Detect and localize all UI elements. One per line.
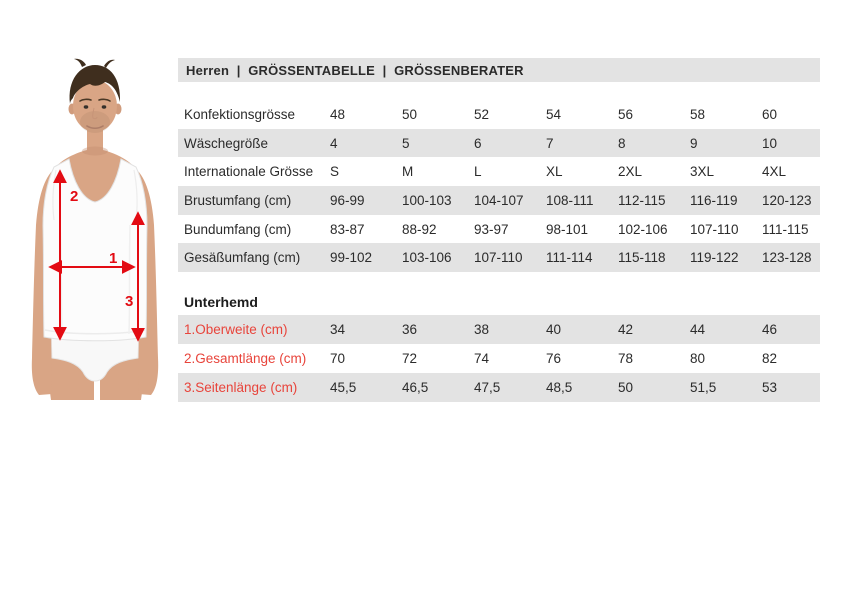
- cell-value: 46: [762, 322, 778, 338]
- beard-shadow: [80, 111, 110, 133]
- product-section-title: Unterhemd: [184, 294, 258, 311]
- row-label: Wäschegröße: [184, 135, 269, 151]
- cell-value: 107-110: [474, 250, 523, 266]
- cell-value: 111-114: [546, 250, 593, 266]
- cell-value: 111-115: [762, 221, 809, 237]
- hair-strand-left: [74, 59, 86, 67]
- eye-left: [84, 105, 89, 108]
- product-measure-rows: [178, 315, 820, 402]
- cell-value: 48: [330, 106, 346, 122]
- cell-value: 115-118: [618, 250, 666, 266]
- neck-shadow: [82, 147, 108, 156]
- table-row: [178, 243, 820, 272]
- table-row: [178, 373, 820, 402]
- row-label: Internationale Grösse: [184, 164, 314, 180]
- cell-value: M: [402, 164, 414, 180]
- row-label: Brustumfang (cm): [184, 192, 292, 208]
- table-row: [178, 215, 820, 244]
- cell-value: 78: [618, 351, 634, 367]
- cell-value: 72: [402, 351, 418, 367]
- cell-value: 98-101: [546, 221, 589, 237]
- table-row: [178, 100, 820, 129]
- arrow-label-2: 2: [70, 188, 79, 205]
- table-header-title: Herren | GRÖSSENTABELLE | GRÖSSENBERATER: [186, 62, 524, 78]
- man-head: [69, 59, 122, 133]
- hair-strand-right: [104, 60, 115, 68]
- cell-value: 56: [618, 106, 634, 122]
- cell-value: 2XL: [618, 164, 643, 180]
- cell-value: 60: [762, 106, 778, 122]
- table-row: [178, 129, 820, 158]
- table-row: [178, 315, 820, 344]
- cell-value: 51,5: [690, 380, 717, 396]
- row-label: Gesäßumfang (cm): [184, 250, 301, 266]
- cell-value: 9: [690, 135, 698, 151]
- cell-value: 107-110: [690, 221, 739, 237]
- cell-value: 74: [474, 351, 490, 367]
- cell-value: 40: [546, 322, 562, 338]
- cell-value: 42: [618, 322, 634, 338]
- cell-value: 100-103: [402, 192, 452, 208]
- cell-value: 34: [330, 322, 346, 338]
- cell-value: XL: [546, 164, 563, 180]
- row-label: 1.Oberweite (cm): [184, 322, 288, 338]
- row-label: 2.Gesamtlänge (cm): [184, 351, 307, 367]
- cell-value: 104-107: [474, 192, 524, 208]
- arrow-label-3: 3: [125, 293, 134, 310]
- tank-top-wrinkle-right: [129, 225, 130, 334]
- man-figure: [32, 59, 158, 400]
- table-row: [178, 157, 820, 186]
- cell-value: 112-115: [618, 192, 666, 208]
- table-header-band: [178, 58, 820, 82]
- cell-value: 50: [402, 106, 418, 122]
- cell-value: 76: [546, 351, 562, 367]
- cell-value: 116-119: [690, 192, 738, 208]
- cell-value: 4: [330, 135, 338, 151]
- general-size-rows: [178, 100, 820, 272]
- table-row: [178, 186, 820, 215]
- row-label: 3.Seitenlänge (cm): [184, 380, 298, 396]
- row-label: Konfektionsgrösse: [184, 106, 296, 122]
- cell-value: 88-92: [402, 221, 437, 237]
- cell-value: 82: [762, 351, 778, 367]
- cell-value: 58: [690, 106, 706, 122]
- cell-value: 8: [618, 135, 626, 151]
- cell-value: 38: [474, 322, 490, 338]
- cell-value: 6: [474, 135, 482, 151]
- arrow-label-1: 1: [109, 250, 118, 267]
- cell-value: 50: [618, 380, 634, 396]
- table-row: [178, 344, 820, 373]
- cell-value: 44: [690, 322, 706, 338]
- cell-value: 96-99: [330, 192, 365, 208]
- cell-value: 46,5: [402, 380, 429, 396]
- cell-value: 123-128: [762, 250, 812, 266]
- cell-value: S: [330, 164, 340, 180]
- cell-value: 102-106: [618, 221, 668, 237]
- cell-value: 93-97: [474, 221, 509, 237]
- cell-value: 45,5: [330, 380, 357, 396]
- row-label: Bundumfang (cm): [184, 221, 292, 237]
- cell-value: 83-87: [330, 221, 365, 237]
- eye-right: [102, 105, 107, 108]
- cell-value: 53: [762, 380, 778, 396]
- cell-value: 103-106: [402, 250, 452, 266]
- cell-value: 108-111: [546, 192, 594, 208]
- cell-value: 99-102: [330, 250, 373, 266]
- size-table: [178, 58, 820, 402]
- cell-value: 70: [330, 351, 346, 367]
- cell-value: 36: [402, 322, 418, 338]
- cell-value: 4XL: [762, 164, 787, 180]
- cell-value: 3XL: [690, 164, 715, 180]
- cell-value: 120-123: [762, 192, 812, 208]
- cell-value: 47,5: [474, 380, 501, 396]
- cell-value: 48,5: [546, 380, 573, 396]
- cell-value: 80: [690, 351, 706, 367]
- cell-value: 10: [762, 135, 778, 151]
- cell-value: L: [474, 164, 482, 180]
- cell-value: 7: [546, 135, 554, 151]
- cell-value: 119-122: [690, 250, 739, 266]
- cell-value: 54: [546, 106, 562, 122]
- cell-value: 52: [474, 106, 490, 122]
- cell-value: 5: [402, 135, 410, 151]
- model-photo: [8, 20, 180, 400]
